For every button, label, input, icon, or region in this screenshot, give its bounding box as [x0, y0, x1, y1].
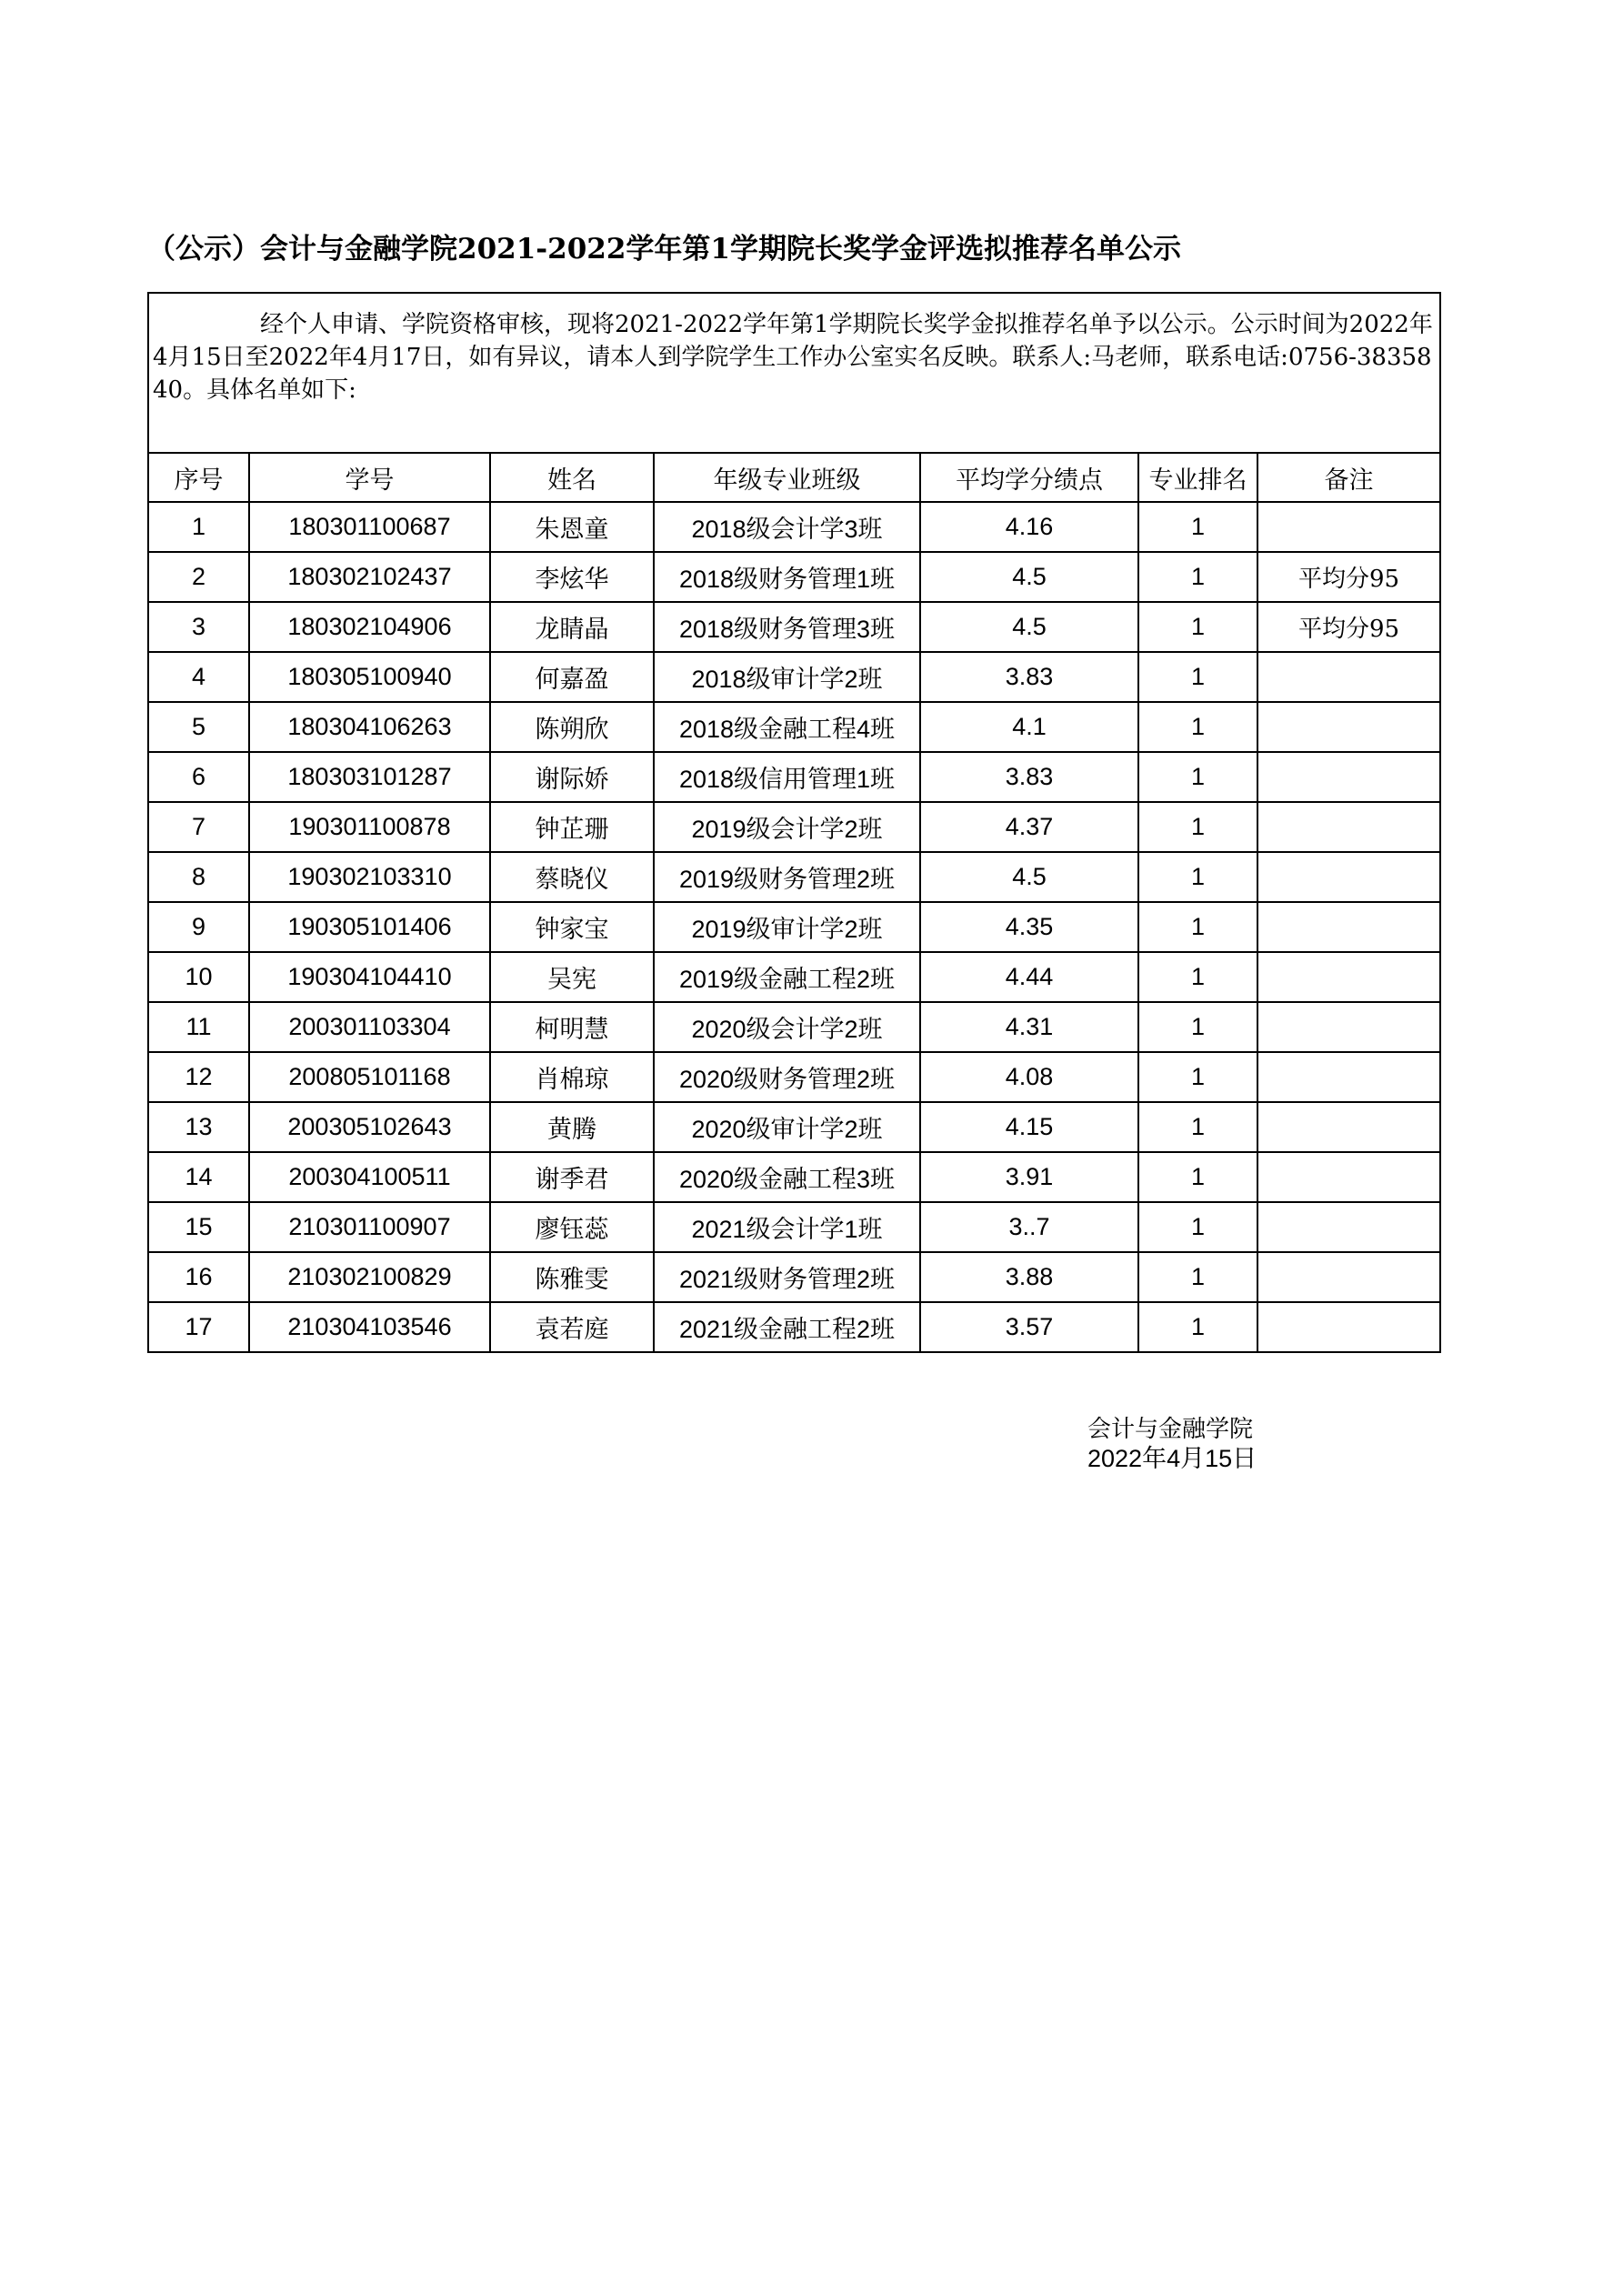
cell-student-id: 200304100511	[249, 1152, 490, 1202]
cell-remark: 平均分95	[1257, 552, 1440, 602]
cell-remark: 平均分95	[1257, 602, 1440, 652]
table-row	[148, 552, 1440, 602]
cell-remark	[1257, 802, 1440, 852]
cell-class: 2021级财务管理2班	[654, 1252, 920, 1302]
cell-index: 6	[148, 752, 249, 802]
cell-class: 2019级审计学2班	[654, 902, 920, 952]
cell-student-id: 210302100829	[249, 1252, 490, 1302]
header-student-id: 学号	[249, 453, 490, 502]
header-class: 年级专业班级	[654, 453, 920, 502]
cell-gpa: 3.83	[920, 752, 1138, 802]
cell-remark	[1257, 502, 1440, 552]
cell-class: 2018级审计学2班	[654, 652, 920, 702]
cell-student-id: 200805101168	[249, 1052, 490, 1102]
cell-gpa: 3.57	[920, 1302, 1138, 1352]
page-title: （公示）会计与金融学院2021-2022学年第1学期院长奖学金评选拟推荐名单公示	[147, 233, 1181, 266]
cell-index: 5	[148, 702, 249, 752]
cell-student-id: 200305102643	[249, 1102, 490, 1152]
cell-rank: 1	[1138, 552, 1257, 602]
cell-rank: 1	[1138, 852, 1257, 902]
cell-gpa: 4.44	[920, 952, 1138, 1002]
cell-class: 2020级审计学2班	[654, 1102, 920, 1152]
recommendation-table	[147, 292, 1441, 1353]
cell-gpa: 4.5	[920, 602, 1138, 652]
cell-class: 2020级会计学2班	[654, 1002, 920, 1052]
cell-class: 2018级会计学3班	[654, 502, 920, 552]
notice-text: 经个人申请、学院资格审核，现将2021-2022学年第1学期院长奖学金拟推荐名单予以公示。公示时间为2022年4月15日至2022年4月17日，如有异议，请本人到学院学生工作办公室实名反映。联系人:马老师，联系电话:0756-3835840。具体名单如下:	[153, 311, 1433, 404]
cell-student-id: 210301100907	[249, 1202, 490, 1252]
cell-remark	[1257, 902, 1440, 952]
cell-rank: 1	[1138, 702, 1257, 752]
cell-student-id: 200301103304	[249, 1002, 490, 1052]
cell-name: 朱恩童	[490, 502, 654, 552]
cell-remark	[1257, 1202, 1440, 1252]
table-row	[148, 1052, 1440, 1102]
cell-class: 2018级财务管理3班	[654, 602, 920, 652]
signature-block	[1087, 1415, 1257, 1473]
cell-remark	[1257, 1252, 1440, 1302]
cell-gpa: 4.5	[920, 852, 1138, 902]
cell-gpa: 3.91	[920, 1152, 1138, 1202]
cell-name: 肖棉琼	[490, 1052, 654, 1102]
cell-gpa: 3.88	[920, 1252, 1138, 1302]
table-row	[148, 1302, 1440, 1352]
cell-index: 14	[148, 1152, 249, 1202]
cell-class: 2019级财务管理2班	[654, 852, 920, 902]
cell-rank: 1	[1138, 1002, 1257, 1052]
cell-name: 袁若庭	[490, 1302, 654, 1352]
notice-cell	[148, 293, 1440, 453]
cell-rank: 1	[1138, 652, 1257, 702]
cell-rank: 1	[1138, 1202, 1257, 1252]
cell-class: 2019级会计学2班	[654, 802, 920, 852]
cell-remark	[1257, 752, 1440, 802]
cell-student-id: 180304106263	[249, 702, 490, 752]
cell-index: 15	[148, 1202, 249, 1252]
table-row	[148, 802, 1440, 852]
cell-class: 2021级会计学1班	[654, 1202, 920, 1252]
cell-name: 黄腾	[490, 1102, 654, 1152]
cell-student-id: 210304103546	[249, 1302, 490, 1352]
cell-student-id: 190305101406	[249, 902, 490, 952]
cell-index: 12	[148, 1052, 249, 1102]
signature-date: 2022年4月15日	[1087, 1445, 1257, 1472]
cell-gpa: 4.1	[920, 702, 1138, 752]
cell-class: 2020级金融工程3班	[654, 1152, 920, 1202]
cell-rank: 1	[1138, 902, 1257, 952]
cell-index: 7	[148, 802, 249, 852]
header-rank: 专业排名	[1138, 453, 1257, 502]
cell-index: 3	[148, 602, 249, 652]
cell-name: 何嘉盈	[490, 652, 654, 702]
cell-class: 2020级财务管理2班	[654, 1052, 920, 1102]
table-row	[148, 1152, 1440, 1202]
cell-gpa: 4.35	[920, 902, 1138, 952]
cell-remark	[1257, 952, 1440, 1002]
cell-rank: 1	[1138, 1152, 1257, 1202]
cell-student-id: 180303101287	[249, 752, 490, 802]
cell-remark	[1257, 852, 1440, 902]
cell-name: 钟芷珊	[490, 802, 654, 852]
cell-rank: 1	[1138, 502, 1257, 552]
cell-index: 10	[148, 952, 249, 1002]
cell-student-id: 180305100940	[249, 652, 490, 702]
table-row	[148, 902, 1440, 952]
cell-class: 2019级金融工程2班	[654, 952, 920, 1002]
cell-rank: 1	[1138, 752, 1257, 802]
cell-name: 钟家宝	[490, 902, 654, 952]
cell-index: 16	[148, 1252, 249, 1302]
table-row	[148, 652, 1440, 702]
cell-index: 2	[148, 552, 249, 602]
cell-student-id: 190304104410	[249, 952, 490, 1002]
cell-gpa: 4.16	[920, 502, 1138, 552]
header-row	[148, 453, 1440, 502]
cell-name: 陈雅雯	[490, 1252, 654, 1302]
cell-remark	[1257, 702, 1440, 752]
cell-name: 龙睛晶	[490, 602, 654, 652]
table-row	[148, 1252, 1440, 1302]
table-row	[148, 702, 1440, 752]
header-remark: 备注	[1257, 453, 1440, 502]
cell-remark	[1257, 1302, 1440, 1352]
cell-rank: 1	[1138, 1102, 1257, 1152]
cell-remark	[1257, 1052, 1440, 1102]
cell-remark	[1257, 1002, 1440, 1052]
cell-rank: 1	[1138, 602, 1257, 652]
table-row	[148, 1202, 1440, 1252]
cell-index: 17	[148, 1302, 249, 1352]
cell-student-id: 180302104906	[249, 602, 490, 652]
cell-rank: 1	[1138, 1252, 1257, 1302]
cell-gpa: 3..7	[920, 1202, 1138, 1252]
cell-rank: 1	[1138, 952, 1257, 1002]
cell-student-id: 190302103310	[249, 852, 490, 902]
cell-gpa: 4.08	[920, 1052, 1138, 1102]
table-row	[148, 1102, 1440, 1152]
cell-name: 蔡晓仪	[490, 852, 654, 902]
header-name: 姓名	[490, 453, 654, 502]
cell-student-id: 180302102437	[249, 552, 490, 602]
cell-index: 1	[148, 502, 249, 552]
cell-remark	[1257, 1102, 1440, 1152]
cell-rank: 1	[1138, 802, 1257, 852]
cell-rank: 1	[1138, 1302, 1257, 1352]
cell-name: 柯明慧	[490, 1002, 654, 1052]
cell-class: 2018级信用管理1班	[654, 752, 920, 802]
table-row	[148, 852, 1440, 902]
cell-remark	[1257, 1152, 1440, 1202]
cell-name: 廖钰蕊	[490, 1202, 654, 1252]
cell-index: 11	[148, 1002, 249, 1052]
cell-name: 李炫华	[490, 552, 654, 602]
table-row	[148, 502, 1440, 552]
cell-index: 8	[148, 852, 249, 902]
cell-gpa: 4.15	[920, 1102, 1138, 1152]
signature-org: 会计与金融学院	[1087, 1416, 1254, 1443]
table-row	[148, 1002, 1440, 1052]
cell-gpa: 4.31	[920, 1002, 1138, 1052]
notice-row	[148, 293, 1440, 453]
table-row	[148, 952, 1440, 1002]
table-row	[148, 602, 1440, 652]
cell-class: 2021级金融工程2班	[654, 1302, 920, 1352]
cell-class: 2018级财务管理1班	[654, 552, 920, 602]
cell-name: 吴宪	[490, 952, 654, 1002]
header-gpa: 平均学分绩点	[920, 453, 1138, 502]
header-index: 序号	[148, 453, 249, 502]
cell-name: 谢际娇	[490, 752, 654, 802]
cell-gpa: 3.83	[920, 652, 1138, 702]
cell-name: 谢季君	[490, 1152, 654, 1202]
cell-rank: 1	[1138, 1052, 1257, 1102]
cell-index: 9	[148, 902, 249, 952]
cell-gpa: 4.37	[920, 802, 1138, 852]
cell-name: 陈朔欣	[490, 702, 654, 752]
cell-index: 13	[148, 1102, 249, 1152]
cell-class: 2018级金融工程4班	[654, 702, 920, 752]
cell-remark	[1257, 652, 1440, 702]
table-row	[148, 752, 1440, 802]
cell-student-id: 180301100687	[249, 502, 490, 552]
cell-index: 4	[148, 652, 249, 702]
cell-gpa: 4.5	[920, 552, 1138, 602]
cell-student-id: 190301100878	[249, 802, 490, 852]
